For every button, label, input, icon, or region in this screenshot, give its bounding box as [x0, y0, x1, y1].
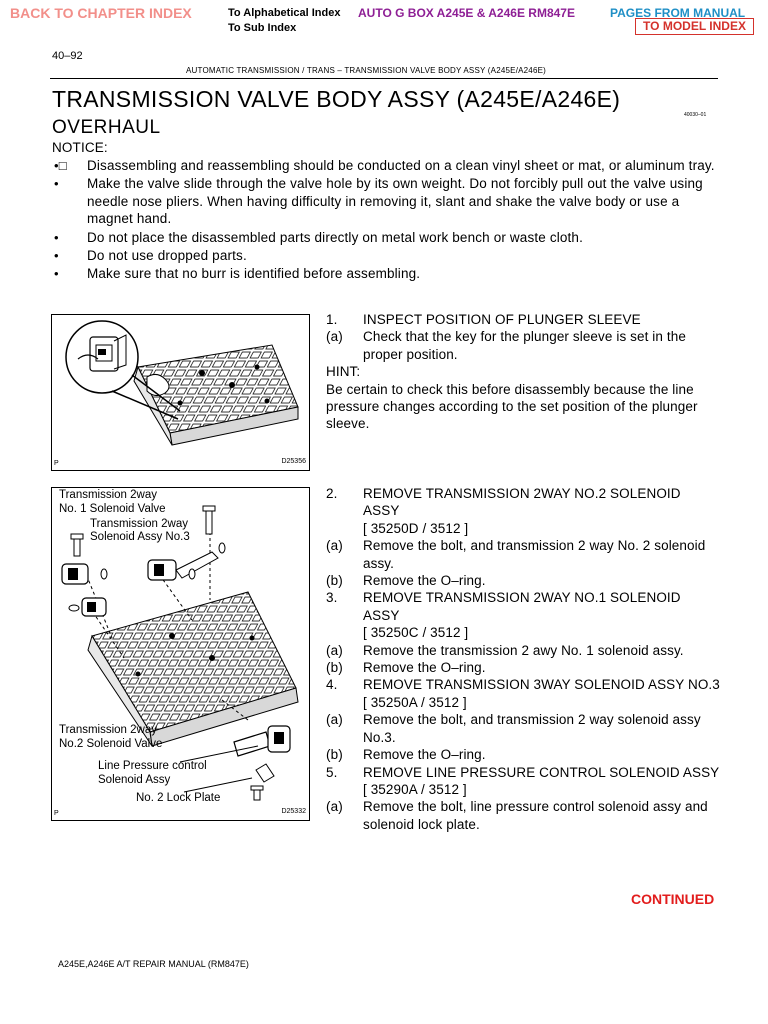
- continued-label: CONTINUED: [631, 891, 715, 907]
- sub-index-link[interactable]: To Sub Index: [228, 22, 297, 34]
- step-row: [326, 572, 720, 589]
- step-text: Remove the transmission 2 awy No. 1 solenoid assy.: [363, 642, 684, 658]
- alphabetical-index-link[interactable]: To Alphabetical Index: [228, 7, 341, 19]
- step-text: REMOVE TRANSMISSION 2WAY NO.1 SOLENOID ASSY: [363, 590, 681, 623]
- pages-from-manual-link[interactable]: PAGES FROM MANUAL: [610, 6, 746, 20]
- step-row: [326, 485, 720, 537]
- figure-id: D25356: [281, 458, 306, 465]
- section-subtitle: OVERHAUL: [52, 117, 161, 138]
- step-number: 1.: [326, 312, 338, 327]
- step-text: Remove the bolt, and transmission 2 way solenoid assy No.3.: [363, 712, 701, 745]
- page-number: 40–92: [52, 50, 83, 62]
- label-no1-solenoid-line1: Transmission 2way: [59, 489, 157, 501]
- step-number: (a): [326, 329, 343, 345]
- notice-text: Do not place the disassembled parts directly on metal work bench or waste cloth.: [87, 229, 583, 245]
- step-text: Remove the O–ring.: [363, 660, 486, 676]
- step-number: (a): [326, 538, 343, 554]
- label-no2-solenoid-line2: No.2 Solenoid Valve: [59, 738, 163, 750]
- step-text: REMOVE TRANSMISSION 3WAY SOLENOID ASSY NO.3: [363, 677, 720, 693]
- label-line-pressure-line2: Solenoid Assy: [98, 774, 171, 786]
- step-number: (b): [326, 660, 343, 676]
- model-index-button[interactable]: TO MODEL INDEX: [635, 18, 754, 35]
- figure-code: 40030–01: [684, 112, 707, 118]
- bullet: •: [54, 266, 59, 282]
- label-no2-solenoid-line1: Transmission 2way: [59, 724, 157, 736]
- step-text: Check that the key for the plunger sleeve is set in the proper position.: [363, 329, 686, 362]
- figure-p-mark: P: [54, 460, 59, 467]
- label-no3-solenoid-line2: Solenoid Assy No.3: [90, 531, 190, 543]
- step-row: [326, 589, 720, 641]
- part-code: [ 35250A / 3512 ]: [363, 694, 467, 710]
- part-code: [ 35290A / 3512 ]: [363, 781, 467, 797]
- footer-text: A245E,A246E A/T REPAIR MANUAL (RM847E): [58, 959, 249, 969]
- step-row: [326, 746, 720, 763]
- step-number: 2.: [326, 486, 338, 501]
- step-row: [326, 311, 720, 328]
- hint-text: Be certain to check this before disassembly because the line pressure changes according to the set position of the plunger sleeve.: [326, 381, 698, 432]
- bullet: •: [54, 248, 59, 264]
- figure-p-mark: P: [54, 810, 59, 817]
- notice-text: Make sure that no burr is identified before assembling.: [87, 266, 421, 282]
- step-text: Remove the bolt, line pressure control solenoid assy and solenoid lock plate.: [363, 799, 708, 832]
- label-no3-solenoid-line1: Transmission 2way: [90, 518, 188, 530]
- step-text: INSPECT POSITION OF PLUNGER SLEEVE: [363, 312, 641, 327]
- hint-label: HINT:: [326, 364, 361, 380]
- plunger-sleeve-figure: [51, 314, 310, 471]
- notice-text: Do not use dropped parts.: [87, 248, 247, 264]
- page-title: TRANSMISSION VALVE BODY ASSY (A245E/A246E): [52, 86, 621, 112]
- notice-label: NOTICE:: [52, 140, 108, 155]
- figure-id: D25332: [281, 808, 306, 815]
- step-number: (b): [326, 747, 343, 763]
- notice-item: [52, 157, 722, 174]
- notice-list: [52, 157, 722, 284]
- step-row: [326, 711, 720, 746]
- solenoid-exploded-figure: [51, 487, 310, 821]
- notice-item: [52, 229, 722, 246]
- manual-id-label: AUTO G BOX A245E & A246E RM847E: [358, 6, 575, 20]
- step-text: Remove the O–ring.: [363, 573, 486, 589]
- notice-text: Disassembling and reassembling should be conducted on a clean vinyl sheet or mat, or aluminum tray.: [87, 158, 715, 173]
- steps-2-5-block: [326, 485, 720, 833]
- step-row: [326, 642, 720, 659]
- step-text: REMOVE LINE PRESSURE CONTROL SOLENOID ASSY: [363, 764, 720, 780]
- label-no1-solenoid-line2: No. 1 Solenoid Valve: [59, 503, 166, 515]
- step-number: 5.: [326, 764, 338, 780]
- bullet: •: [54, 176, 59, 192]
- notice-item: [52, 175, 722, 227]
- step-row: [326, 764, 720, 799]
- step-number: (b): [326, 573, 343, 589]
- label-line-pressure-line1: Line Pressure control: [98, 760, 207, 772]
- valve-body-illustration: [52, 315, 309, 470]
- step-number: (a): [326, 712, 343, 728]
- bullet: •□: [54, 158, 67, 173]
- step-1-block: [326, 311, 720, 433]
- notice-item: [52, 247, 722, 264]
- step-row: [326, 798, 720, 833]
- step-text: Remove the bolt, and transmission 2 way No. 2 solenoid assy.: [363, 538, 706, 571]
- step-number: 3.: [326, 590, 338, 606]
- bullet: •: [54, 229, 59, 245]
- running-head: AUTOMATIC TRANSMISSION / TRANS – TRANSMISSION VALVE BODY ASSY (A245E/A246E): [186, 66, 546, 75]
- step-text: REMOVE TRANSMISSION 2WAY NO.2 SOLENOID ASSY: [363, 486, 681, 519]
- step-row: [326, 328, 720, 363]
- step-row: [326, 676, 720, 711]
- part-code: [ 35250D / 3512 ]: [363, 520, 469, 536]
- step-number: (a): [326, 642, 343, 658]
- step-row: [326, 537, 720, 572]
- notice-item: [52, 265, 722, 282]
- step-number: 4.: [326, 677, 338, 693]
- notice-text: Make the valve slide through the valve hole by its own weight. Do not forcibly pull out the valve using needle nose pliers. When having difficulty in removing it, slant and shake the valve body or use a magnet hand.: [87, 176, 703, 227]
- step-row: [326, 659, 720, 676]
- label-lock-plate: No. 2 Lock Plate: [136, 792, 221, 804]
- step-number: (a): [326, 799, 343, 815]
- step-text: Remove the O–ring.: [363, 747, 486, 763]
- header-rule: [50, 78, 718, 79]
- back-to-chapter-index-link[interactable]: BACK TO CHAPTER INDEX: [10, 5, 192, 21]
- part-code: [ 35250C / 3512 ]: [363, 625, 469, 641]
